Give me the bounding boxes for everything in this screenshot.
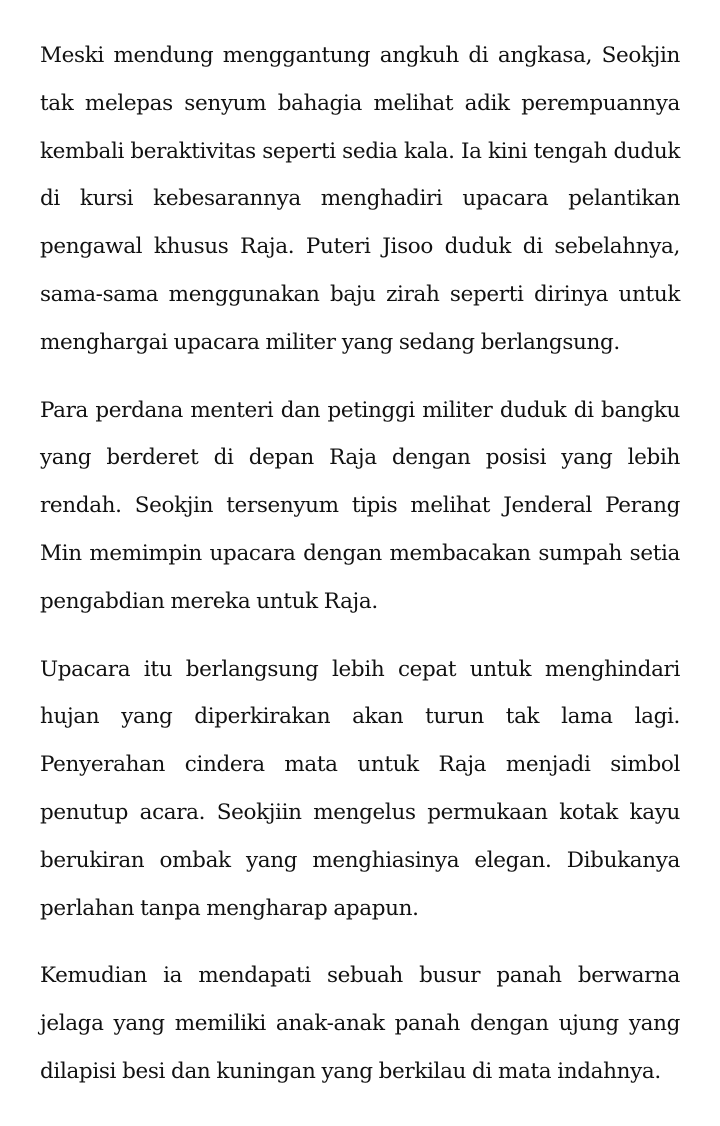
document-page <box>40 32 680 1096</box>
paragraph-1: Meski mendung menggantung angkuh di angkasa, Seokjin tak melepas senyum bahagia melihat adik perempuannya kembali beraktivitas seperti sedia kala. Ia kini tengah duduk di kursi kebesarannya menghadiri upacara pelantikan pengawal khusus Raja. Puteri Jisoo duduk di sebelahnya, sama-sama menggunakan baju zirah seperti dirinya untuk menghargai upacara militer yang sedang berlangsung. <box>40 43 680 355</box>
paragraph-3: Upacara itu berlangsung lebih cepat untuk menghindari hujan yang diperkirakan akan turun tak lama lagi. Penyerahan cindera mata untuk Raja menjadi simbol penutup acara. Seokjiin mengelus permukaan kotak kayu berukiran ombak yang menghiasinya elegan. Dibukanya perlahan tanpa mengharap apapun. <box>40 656 680 921</box>
paragraph-4: Kemudian ia mendapati sebuah busur panah berwarna jelaga yang memiliki anak-anak panah dengan ujung yang dilapisi besi dan kuningan yang berkilau di mata indahnya. <box>40 963 680 1084</box>
paragraph-2: Para perdana menteri dan petinggi militer duduk di bangku yang berderet di depan Raja dengan posisi yang lebih rendah. Seokjin tersenyum tipis melihat Jenderal Perang Min memimpin upacara dengan membacakan sumpah setia pengabdian mereka untuk Raja. <box>40 397 680 614</box>
